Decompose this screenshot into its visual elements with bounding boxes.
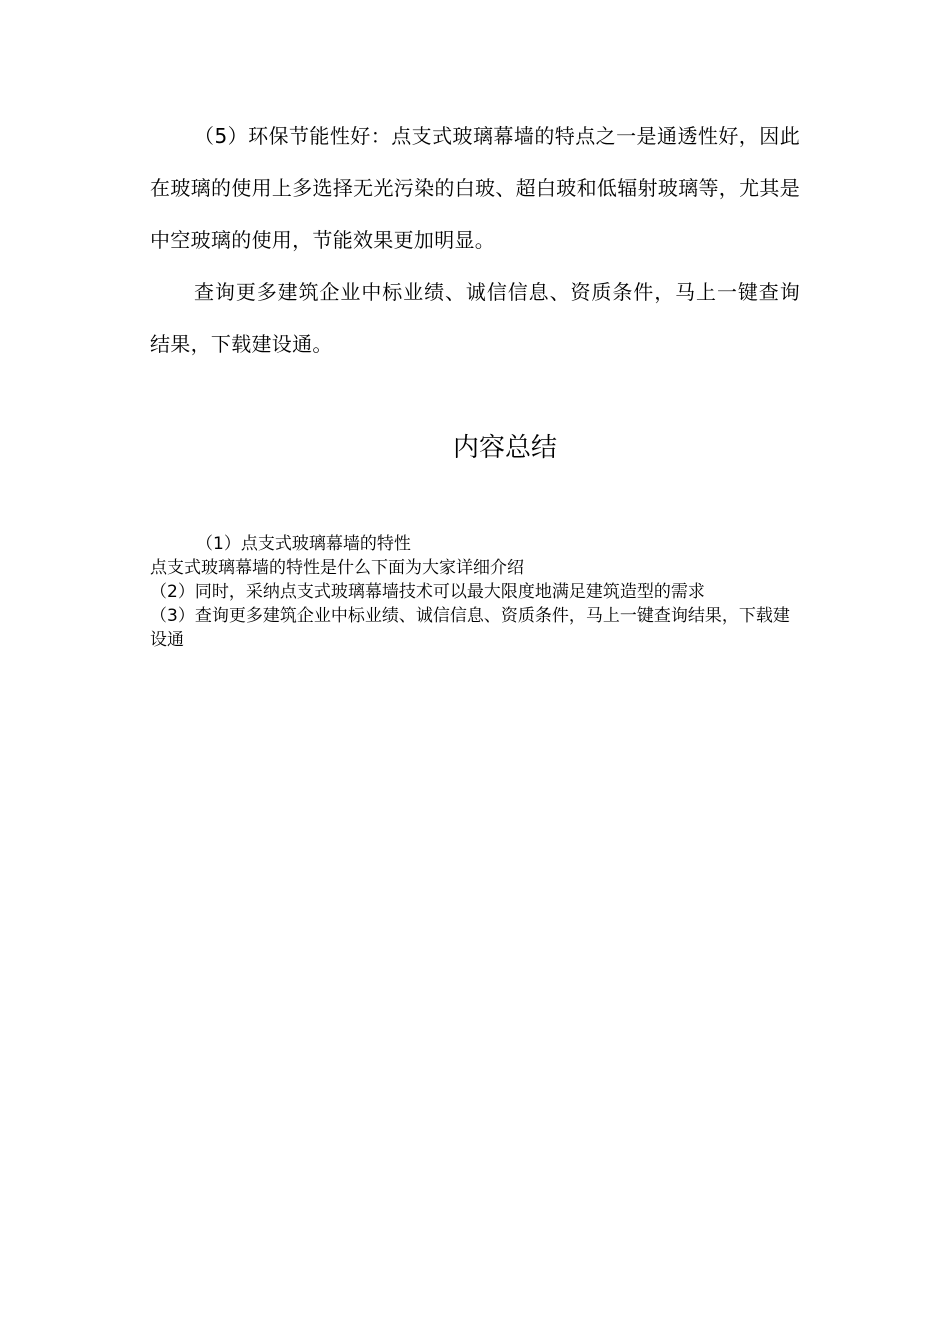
- paragraph-energy-saving: （5）环保节能性好：点支式玻璃幕墙的特点之一是通透性好，因此在玻璃的使用上多选择无光污染的白玻、超白玻和低辐射玻璃等，尤其是中空玻璃的使用，节能效果更加明显。: [150, 124, 800, 252]
- summary-line-4: （3）查询更多建筑企业中标业绩、诚信信息、资质条件，马上一键查询结果，下载建设通: [150, 606, 790, 650]
- summary-list: [150, 532, 790, 652]
- summary-line-3: （2）同时，采纳点支式玻璃幕墙技术可以最大限度地满足建筑造型的需求: [150, 582, 705, 602]
- summary-title: 内容总结: [452, 433, 557, 463]
- body-text: [150, 110, 800, 370]
- summary-line-2: 点支式玻璃幕墙的特性是什么下面为大家详细介绍: [150, 558, 524, 578]
- paragraph-query-promo: 查询更多建筑企业中标业绩、诚信信息、资质条件，马上一键查询结果，下载建设通。: [150, 280, 800, 356]
- summary-line-1: （1）点支式玻璃幕墙的特性: [196, 534, 411, 554]
